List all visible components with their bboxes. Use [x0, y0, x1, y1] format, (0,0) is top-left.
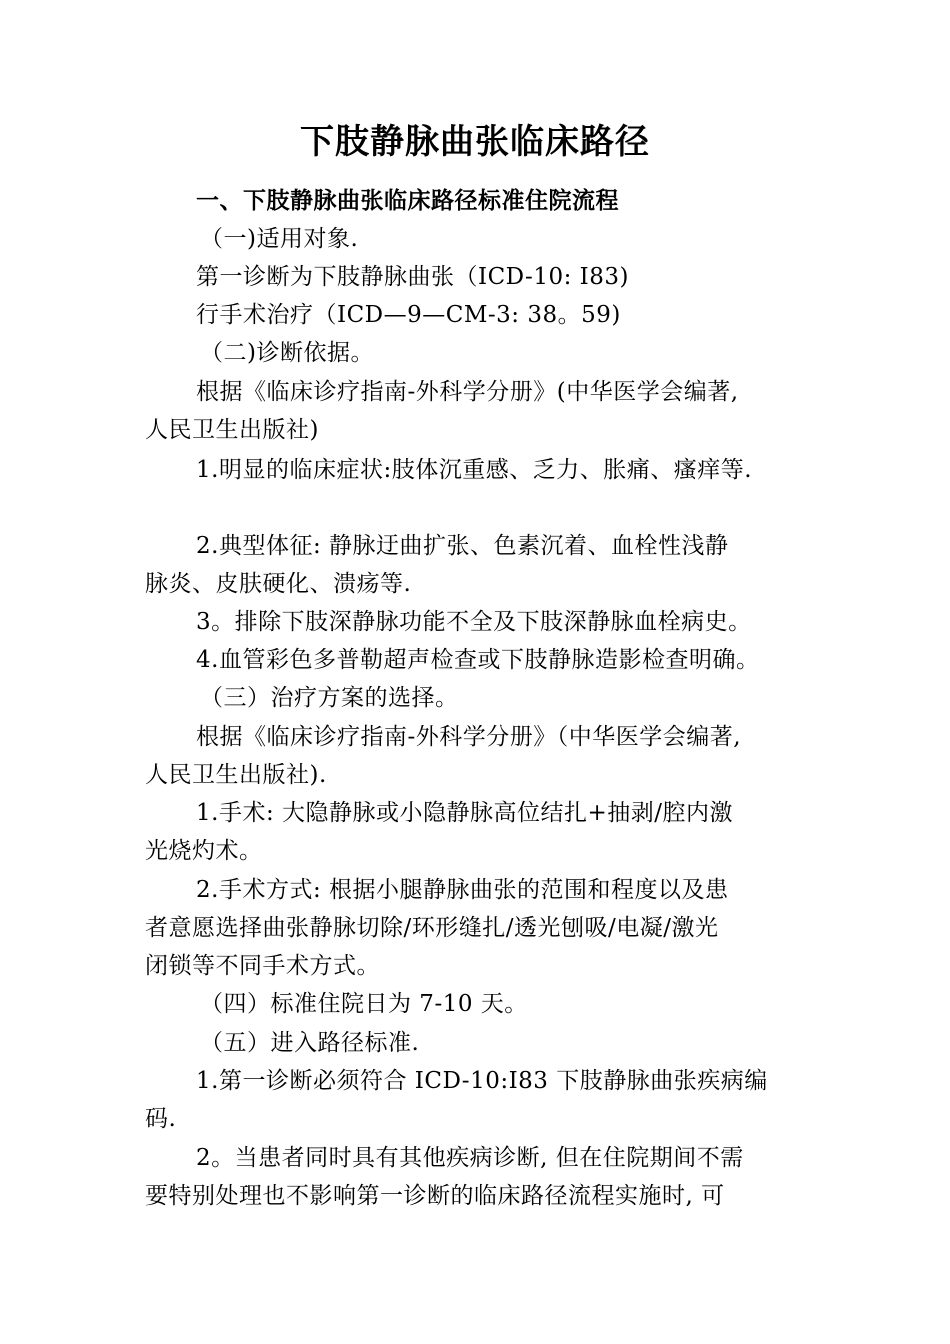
list-item: 4.血管彩色多普勒超声检查或下肢静脉造影检查明确。 [196, 647, 760, 673]
paragraph-line: 行手术治疗（ICD—9—CM-3: 38。59) [196, 302, 621, 328]
paragraph-line: 第一诊断为下肢静脉曲张（ICD-10: I83) [196, 264, 629, 290]
paragraph-line: 码. [145, 1106, 177, 1132]
document-title: 下肢静脉曲张临床路径 [300, 122, 650, 162]
paragraph-line: 根据《临床诊疗指南-外科学分册》(中华医学会编著, [196, 379, 739, 405]
subheading-entry-criteria: （五）进入路径标准. [200, 1030, 420, 1056]
list-item: 2.手术方式: 根据小腿静脉曲张的范围和程度以及患 [196, 877, 729, 903]
subheading-applicable-objects: （一)适用对象. [200, 226, 359, 252]
subheading-treatment-options: （三）治疗方案的选择。 [200, 685, 459, 711]
paragraph-line: 根据《临床诊疗指南-外科学分册》（中华医学会编著, [196, 724, 742, 750]
list-item: 1.第一诊断必须符合 ICD-10:I83 下肢静脉曲张疾病编 [196, 1068, 768, 1094]
list-item: 2.典型体征: 静脉迂曲扩张、色素沉着、血栓性浅静 [196, 533, 729, 559]
subheading-standard-stay: （四）标准住院日为 7-10 天。 [200, 991, 528, 1017]
list-item: 1.明显的临床症状:肢体沉重感、乏力、胀痛、瘙痒等. [196, 457, 753, 483]
subheading-diagnosis-basis: （二)诊断依据。 [200, 340, 374, 366]
section-heading-1: 一、下肢静脉曲张临床路径标准住院流程 [196, 188, 619, 214]
list-item: 2。当患者同时具有其他疾病诊断, 但在住院期间不需 [196, 1145, 744, 1171]
paragraph-line: 者意愿选择曲张静脉切除/环形缝扎/透光刨吸/电凝/激光 [145, 915, 719, 941]
list-item: 3。排除下肢深静脉功能不全及下肢深静脉血栓病史。 [196, 609, 752, 635]
paragraph-line: 光烧灼术。 [145, 838, 263, 864]
list-item: 1.手术: 大隐静脉或小隐静脉高位结扎+抽剥/腔内激 [196, 800, 734, 826]
paragraph-line: 人民卫生出版社) [145, 417, 319, 443]
paragraph-line: 脉炎、皮肤硬化、溃疡等. [145, 571, 412, 597]
paragraph-line: 闭锁等不同手术方式。 [145, 953, 380, 979]
paragraph-line: 人民卫生出版社). [145, 762, 327, 788]
paragraph-line: 要特别处理也不影响第一诊断的临床路径流程实施时, 可 [145, 1183, 725, 1209]
